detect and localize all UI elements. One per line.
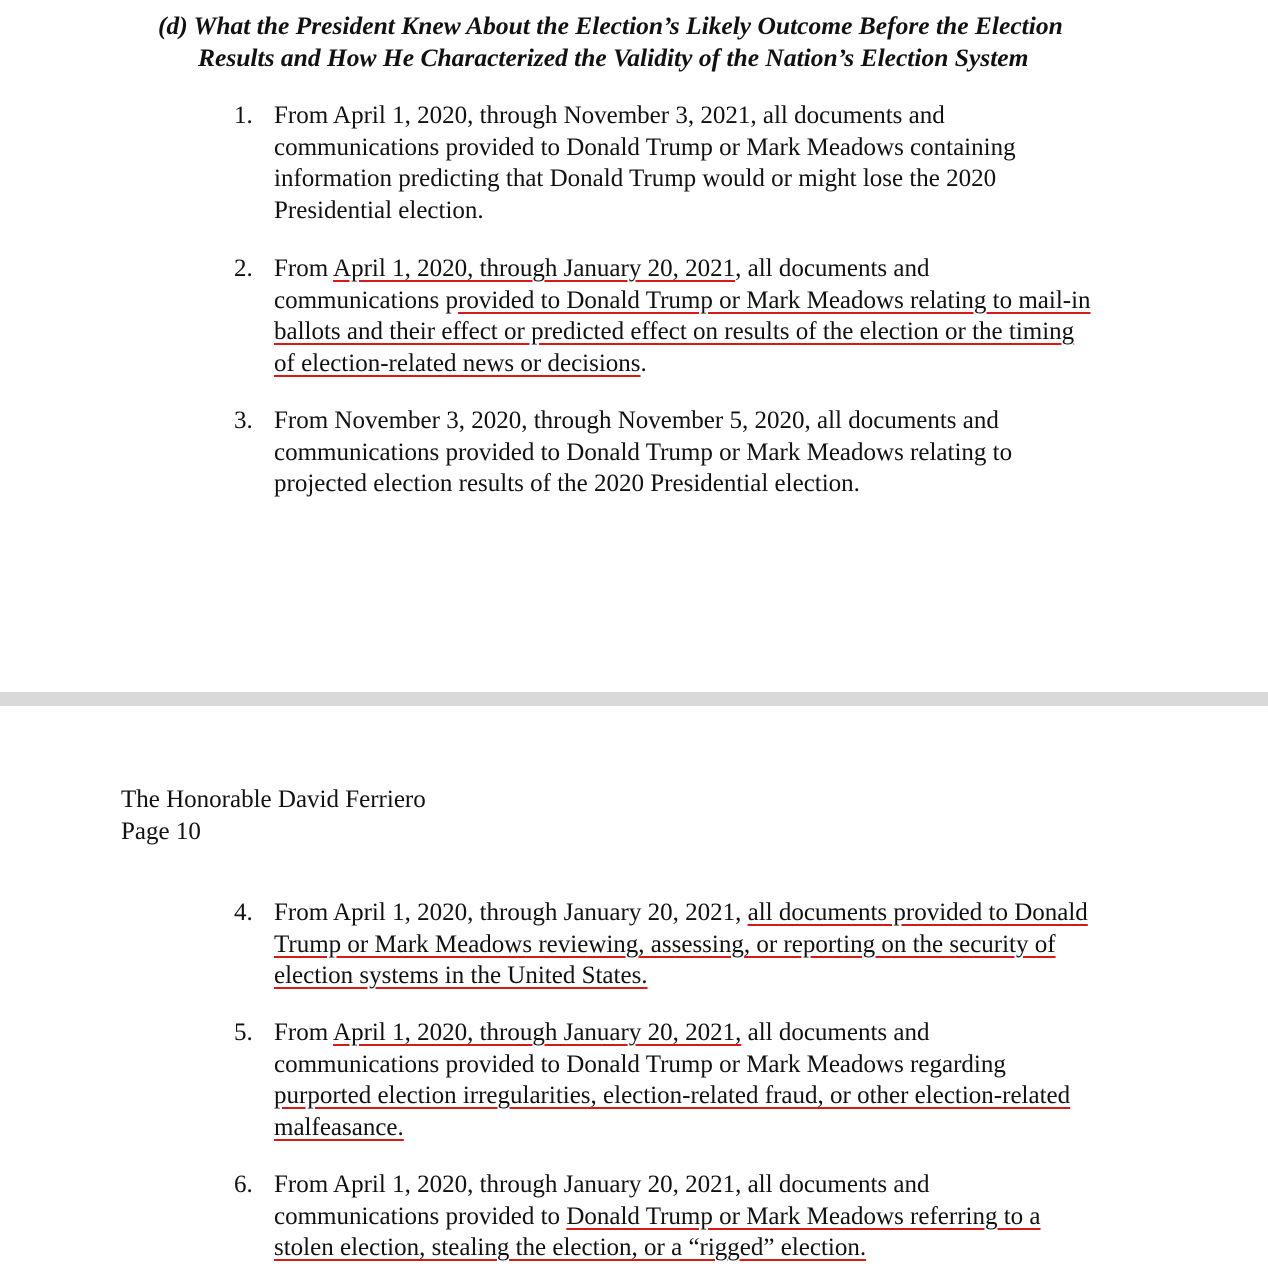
request-line: communications provided to Donald Trump or Mark Meadows relating to xyxy=(274,438,1013,466)
request-text xyxy=(274,100,1134,226)
request-number: 2. xyxy=(234,255,253,282)
plain-text: From xyxy=(274,1019,334,1046)
red-underlined-text: Trump or Mark Meadows reviewing, assessing, or reporting on the security of xyxy=(274,930,1056,958)
red-underlined-text: malfeasance. xyxy=(274,1113,404,1141)
red-underlined-text: rovided to Donald Trump or Mark Meadows relating to mail-in xyxy=(458,286,1091,314)
red-underlined-text: April 1, 2020, through January 20, 2021, xyxy=(333,1019,742,1046)
request-line: From November 3, 2020, through November 5, 2020, all documents and xyxy=(274,407,999,434)
request-text xyxy=(274,405,1134,500)
red-underlined-text: all documents provided to Donald xyxy=(747,899,1088,926)
request-line xyxy=(274,929,1134,961)
request-line xyxy=(274,253,1134,285)
request-line xyxy=(274,1169,1134,1201)
request-line: projected election results of the 2020 Presidential election. xyxy=(274,470,860,497)
request-line: communications provided to Donald Trump or Mark Meadows containing xyxy=(274,133,1016,161)
red-underlined-text: ballots and their effect or predicted effect on results of the election or the timing xyxy=(274,318,1075,345)
plain-text: From xyxy=(274,255,334,282)
plain-text: . xyxy=(640,349,647,377)
red-underlined-text: Donald Trump or Mark Meadows referring to a xyxy=(566,1202,1041,1230)
section-heading xyxy=(158,10,1158,74)
section-heading-line-1: (d) What the President Knew About the Election’s Likely Outcome Before the Election xyxy=(158,11,1063,40)
page-number-label: Page 10 xyxy=(121,817,201,845)
letter-header xyxy=(121,784,426,847)
plain-text: From April 1, 2020, through January 20, 2021, xyxy=(274,899,748,926)
request-number: 4. xyxy=(234,899,253,926)
request-line xyxy=(274,960,1134,992)
plain-text: all documents and xyxy=(741,1019,930,1046)
red-underlined-text: purported election irregularities, election-related fraud, or other election-related xyxy=(274,1082,1071,1109)
request-number: 1. xyxy=(234,102,253,129)
request-line: Presidential election. xyxy=(274,196,484,224)
plain-text: , all documents and xyxy=(735,255,930,282)
plain-text: communications p xyxy=(274,286,458,314)
request-line xyxy=(274,285,1134,317)
red-underlined-text: election systems in the United States. xyxy=(274,962,648,989)
request-number: 5. xyxy=(234,1019,253,1046)
request-line xyxy=(274,897,1134,929)
request-line xyxy=(274,1049,1134,1081)
document-page-bottom xyxy=(0,706,1268,1280)
red-underlined-text: April 1, 2020, through January 20, 2021 xyxy=(333,255,736,282)
request-text xyxy=(274,1017,1134,1143)
plain-text: communications provided to xyxy=(274,1202,567,1230)
request-text xyxy=(274,1169,1134,1264)
request-line xyxy=(274,1017,1134,1049)
plain-text: From April 1, 2020, through January 20, 2021, all documents and xyxy=(274,1171,930,1198)
request-line xyxy=(274,348,1134,380)
red-underlined-text: of election-related news or decisions xyxy=(274,349,641,377)
request-line: information predicting that Donald Trump would or might lose the 2020 xyxy=(274,165,997,192)
page-separator xyxy=(0,692,1268,706)
red-underlined-text: stolen election, stealing the election, or a “rigged” election. xyxy=(274,1234,867,1261)
recipient-name: The Honorable David Ferriero xyxy=(121,786,426,813)
plain-text: communications provided to Donald Trump or Mark Meadows regarding xyxy=(274,1050,1006,1078)
request-text xyxy=(274,897,1134,992)
request-number: 6. xyxy=(234,1171,253,1198)
request-line xyxy=(274,1201,1134,1233)
request-number: 3. xyxy=(234,407,253,434)
request-line xyxy=(274,1080,1134,1112)
section-heading-line-2: Results and How He Characterized the Validity of the Nation’s Election System xyxy=(198,43,1029,72)
request-text xyxy=(274,253,1134,379)
request-line: From April 1, 2020, through November 3, 2021, all documents and xyxy=(274,102,945,129)
request-line xyxy=(274,1232,1134,1264)
request-line xyxy=(274,316,1134,348)
request-line xyxy=(274,1112,1134,1144)
